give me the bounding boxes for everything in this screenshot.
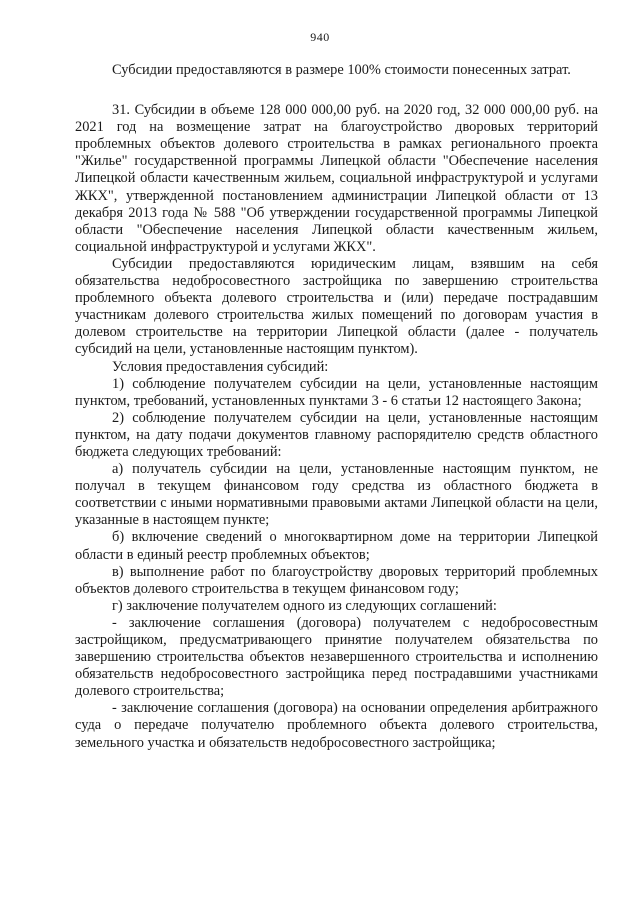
- paragraph: 2) соблюдение получателем субсидии на цели, установленные настоящим пунктом, на дату подачи документов главному распорядителю средств областного бюджета следующих требований:: [75, 409, 598, 460]
- paragraph: 1) соблюдение получателем субсидии на цели, установленные настоящим пунктом, требований, установленных пунктами 3 - 6 статьи 12 настоящего Закона;: [75, 375, 598, 409]
- page-number: 940: [310, 30, 330, 44]
- paragraph: г) заключение получателем одного из следующих соглашений:: [112, 597, 497, 614]
- paragraph: а) получатель субсидии на цели, установленные настоящим пунктом, не получал в текущем финансовом году средства из областного бюджета в соответствии с иными нормативными правовыми актами Липецкой области на цели, указанные в настоящем пункте;: [75, 461, 598, 529]
- paragraph: б) включение сведений о многоквартирном доме на территории Липецкой области в единый реестр проблемных объектов;: [75, 529, 598, 563]
- paragraph: Субсидии предоставляются юридическим лицам, взявшим на себя обязательства недобросовестного застройщика по завершению строительства проблемного объекта долевого строительства и (или) передаче пострадавшим участникам долевого строительства жилых помещений по договорам участия в долевом строительстве на территории Липецкой области (далее - получатель субсидий на цели, установленные настоящим пунктом).: [75, 255, 598, 358]
- paragraph: 31. Субсидии в объеме 128 000 000,00 руб. на 2020 год, 32 000 000,00 руб. на 2021 год на возмещение затрат на благоустройство дворовых территорий проблемных объектов долевого строительства в рамках регионального проекта "Жилье" государственной программы Липецкой области "Обеспечение населения Липецкой области качественным жильем, социальной инфраструктурой и услугами ЖКХ", утвержденной постановлением администрации Липецкой области от 13 декабря 2013 года № 588 "Об утверждении государственной программы Липецкой области "Обеспечение населения Липецкой области качественным жильем, социальной инфраструктурой и услугами ЖКХ".: [75, 102, 598, 255]
- paragraph: Условия предоставления субсидий:: [112, 358, 329, 375]
- paragraph-gap: [75, 79, 598, 102]
- paragraph: - заключение соглашения (договора) получателем с недобросовестным застройщиком, предусматривающего принятие получателем обязательства по завершению строительства объектов незавершенного строительства и исполнению обязательств недобросовестного застройщика перед пострадавшими участниками долевого строительства;: [75, 614, 598, 700]
- paragraph: в) выполнение работ по благоустройству дворовых территорий проблемных объектов долевого строительства в текущем финансовом году;: [75, 563, 598, 597]
- document-body: [75, 62, 598, 752]
- paragraph: Субсидии предоставляются в размере 100% стоимости понесенных затрат.: [112, 62, 571, 78]
- paragraph: - заключение соглашения (договора) на основании определения арбитражного суда о передаче получателю проблемного объекта долевого строительства, земельного участка и обязательств недобросовестного застройщика;: [75, 700, 598, 751]
